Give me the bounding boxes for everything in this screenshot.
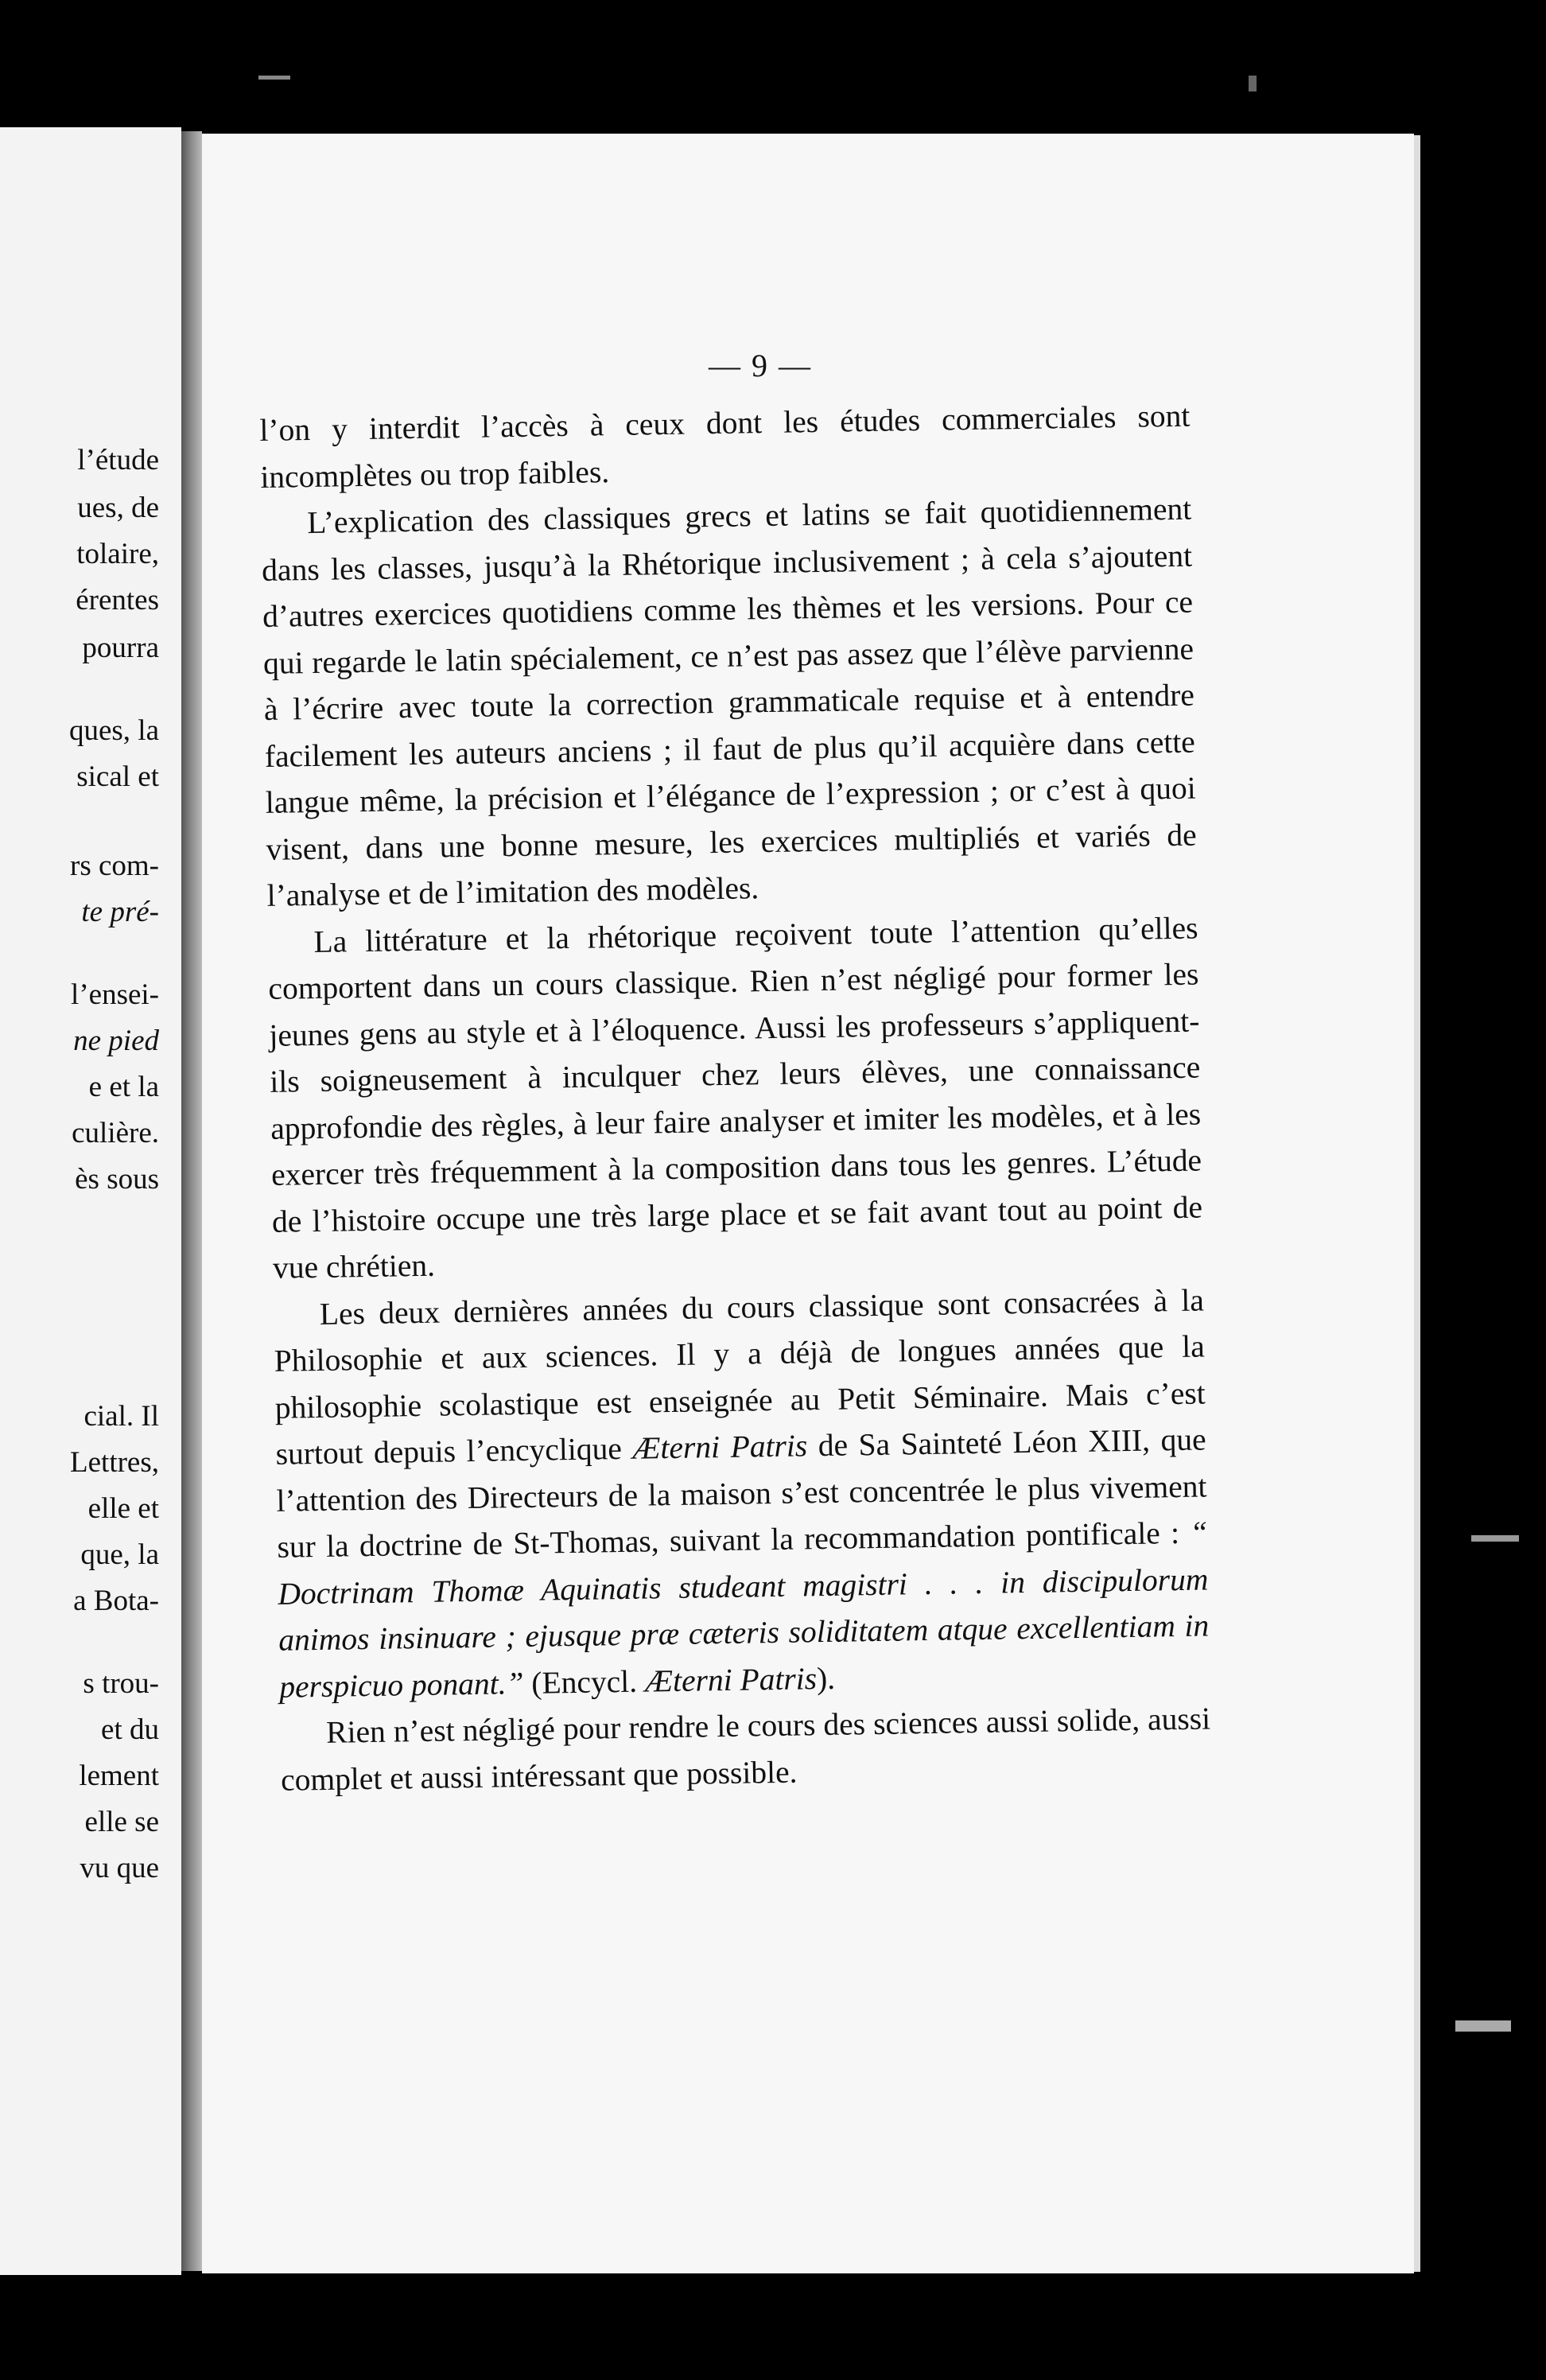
facing-page-line: elle et xyxy=(87,1492,159,1525)
scan-speck xyxy=(1455,2020,1511,2032)
facing-page-line: Lettres, xyxy=(70,1446,159,1479)
facing-page-line: érentes xyxy=(76,584,159,616)
citation-prefix: (Encycl. xyxy=(530,1663,638,1701)
facing-page-line: et du xyxy=(101,1713,159,1746)
facing-page-line: l’étude xyxy=(77,444,159,476)
facing-page-line: te pré- xyxy=(81,896,159,928)
facing-page-fragment xyxy=(0,127,181,2275)
paragraph-philosophy xyxy=(273,1277,1210,1710)
citation-title: Æterni Patris xyxy=(644,1660,818,1699)
facing-page-line: ne pied xyxy=(73,1025,159,1057)
encyclical-title: Æterni Patris xyxy=(632,1428,808,1466)
paragraph-classics: L’explication des classiques grecs et latins se fait quotidiennement dans les classes, jusqu’à la Rhétorique inclusivement ; à cela s’ajoutent d’autres exercices quotidiens comme les thèmes et les versions. Pour ce qui regarde le latin spécialement, ce n’est pas assez que l’élève parvienne à l’écrire avec toute la correction grammaticale requise et à entendre facilement les auteurs anciens ; il faut de plus qu’il acquière dans cette langue même, la précision et l’élégance de l’expression ; or c’est à quoi visent, dans une bonne mesure, les exercices multipliés et variés de l’analyse et de l’imitation des modèles. xyxy=(261,491,1197,913)
philosophy-text-c: de Sa Sainteté Léon XIII, que l’attention des Directeurs de la maison s’est concentrée le plus vivement sur la doctrine de St-Thomas, suivant la recommandation pontificale : xyxy=(276,1421,1207,1565)
citation-suffix: ). xyxy=(816,1660,836,1696)
philosophy-text-a: Les deux dernières années du cours classique sont consacrées à la Philosophie et aux sciences. Il y a déjà de longues années que la philosophie scolastique est enseignée au Petit Séminaire. Mais c’est surtout depuis l’encyclique xyxy=(274,1281,1206,1472)
paragraph-sciences: Rien n’est négligé pour rendre le cours des sciences aussi solide, aussi complet et aussi intéressant que possible. xyxy=(280,1701,1211,1798)
facing-page-line: culière. xyxy=(72,1117,159,1149)
facing-page-line: sical et xyxy=(76,760,159,793)
facing-page-line: elle se xyxy=(84,1806,159,1838)
latin-quotation: “ Doctrinam Thomæ Aquinatis studeant magistri . . . in discipulorum animos insinuare ; ejusque præ cæteris soliditatem atque excellentiam in perspicuo ponant.” xyxy=(278,1515,1210,1705)
facing-page-line: e et la xyxy=(88,1071,159,1103)
facing-page-line: vu que xyxy=(80,1852,159,1884)
facing-page-line: ues, de xyxy=(77,492,159,524)
scan-speck xyxy=(1471,1535,1519,1542)
page-body xyxy=(259,393,1211,1803)
facing-page-line: que, la xyxy=(80,1538,159,1571)
paragraph-literature: La littérature et la rhétorique reçoivent toute l’attention qu’elles comportent dans un cours classique. Rien n’est négligé pour former les jeunes gens au style et à l’éloquence. Aussi les professeurs s’appliquent-ils soigneusement à inculquer chez leurs élèves, une connaissance approfondie des règles, à leur faire analyser et imiter les modèles, et à les exercer très fréquemment à la composition dans tous les genres. L’étude de l’histoire occupe une très large place et se fait avant tout au point de vue chrétien. xyxy=(268,910,1203,1285)
facing-page-line: ques, la xyxy=(68,714,159,747)
facing-page-line: lement xyxy=(79,1760,159,1792)
page-edge xyxy=(1414,135,1420,2272)
facing-page-line: tolaire, xyxy=(76,538,159,570)
facing-page-line: a Bota- xyxy=(73,1585,159,1617)
facing-page-line: rs com- xyxy=(70,850,159,882)
paragraph-continuation: l’on y interdit l’accès à ceux dont les études commerciales sont incomplètes ou trop faibles. xyxy=(259,398,1191,495)
facing-page-line: cial. Il xyxy=(84,1400,159,1433)
facing-page-line: pourra xyxy=(82,632,159,664)
facing-page-line: l’ensei- xyxy=(71,978,159,1011)
page-number: — 9 — xyxy=(709,348,812,383)
scan-speck xyxy=(1249,76,1257,91)
facing-page-line: s trou- xyxy=(83,1667,159,1700)
facing-page-line: ès sous xyxy=(75,1163,159,1196)
page-gutter xyxy=(181,131,202,2271)
scan-speck xyxy=(258,76,290,80)
